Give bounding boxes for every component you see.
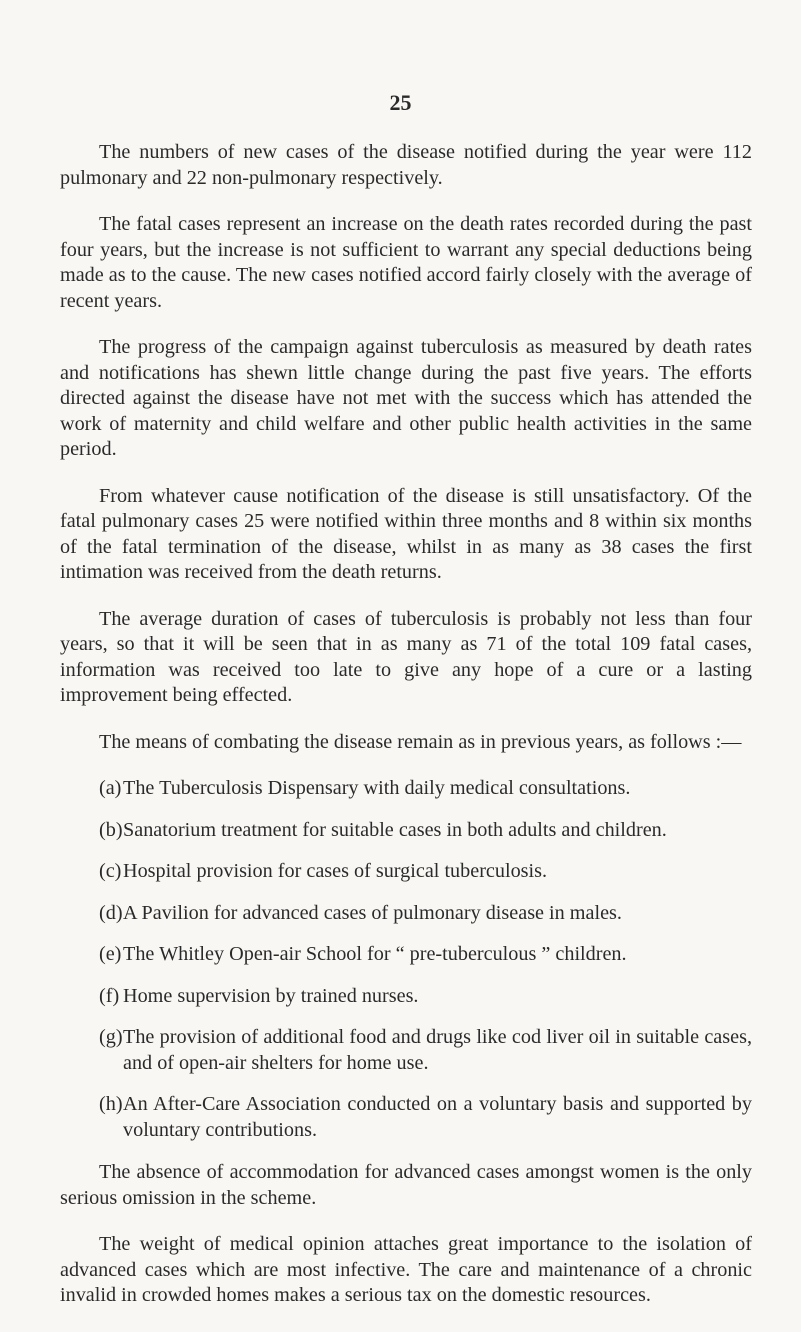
list-item-mark: (h) — [99, 1093, 123, 1115]
list-item-text: Home supervision by trained nurses. — [123, 984, 419, 1007]
list-item-text: The provision of additional food and drugs like cod liver oil in suitable cases, and of open-air shelters for home use. — [123, 1026, 752, 1074]
paragraph-accommodation-omission: The absence of accommodation for advanced cases amongst women is the only serious omission in the scheme. — [60, 1161, 752, 1209]
list-item-text: An After-Care Association conducted on a voluntary basis and supported by voluntary contributions. — [123, 1093, 752, 1141]
paragraph-notifications: The numbers of new cases of the disease notified during the year were 112 pulmonary and 22 non-pulmonary respectively. — [60, 141, 752, 189]
paragraph-average-duration: The average duration of cases of tuberculosis is probably not less than four years, so that it will be seen that in as many as 71 of the total 109 fatal cases, information was received too late to give any hope of a cure or a lasting improvement being effected. — [60, 607, 752, 706]
document-body — [60, 140, 752, 1330]
paragraph-notification-unsatisfactory: From whatever cause notification of the disease is still unsatisfactory. Of the fatal pulmonary cases 25 were notified within three months and 8 within six months of the fatal termination of the disease, whilst in as many as 38 cases the first intimation was received from the death returns. — [60, 484, 752, 583]
paragraph-isolation: The weight of medical opinion attaches great importance to the isolation of advanced cases which are most infective. The care and maintenance of a chronic invalid in crowded homes makes a serious tax on the domestic resources. — [60, 1233, 752, 1306]
list-item-mark: (g) — [99, 1026, 123, 1048]
list-item — [60, 859, 752, 885]
list-item-text: A Pavilion for advanced cases of pulmonary disease in males. — [123, 901, 622, 924]
paragraph-means-intro: The means of combating the disease remain as in previous years, as follows :— — [99, 730, 742, 753]
list-item-mark: (a) — [99, 777, 122, 799]
list-item-text: Hospital provision for cases of surgical tuberculosis. — [123, 860, 548, 882]
page-number: 25 — [389, 90, 412, 115]
list-item-text: The Tuberculosis Dispensary with daily medical consultations. — [123, 777, 631, 799]
paragraph-fatal-cases: The fatal cases represent an increase on the death rates recorded during the past four years, but the increase is not sufficient to warrant any special deductions being made as to the cause. The new cases notified accord fairly closely with the average of recent years. — [60, 213, 752, 312]
paragraph-campaign-progress: The progress of the campaign against tuberculosis as measured by death rates and notifications has shewn little change during the past five years. The efforts directed against the disease have not met with the success which has attended the work of maternity and child welfare and other public health activities in the same period. — [60, 336, 752, 460]
list-item — [60, 818, 752, 844]
list-item-text: The Whitley Open-air School for “ pre-tuberculous ” children. — [123, 943, 627, 965]
list-item-mark: (b) — [99, 818, 123, 841]
list-item-mark: (c) — [99, 860, 122, 882]
list-item — [60, 942, 752, 968]
means-list — [60, 776, 752, 1143]
list-item — [60, 776, 752, 802]
list-item-mark: (d) — [99, 901, 123, 924]
list-item — [60, 901, 752, 927]
list-item-mark: (f) — [99, 984, 120, 1007]
list-item — [60, 984, 752, 1010]
list-item — [60, 1025, 752, 1076]
list-item — [60, 1092, 752, 1143]
list-item-mark: (e) — [99, 943, 122, 965]
list-item-text: Sanatorium treatment for suitable cases in both adults and children. — [123, 818, 667, 841]
